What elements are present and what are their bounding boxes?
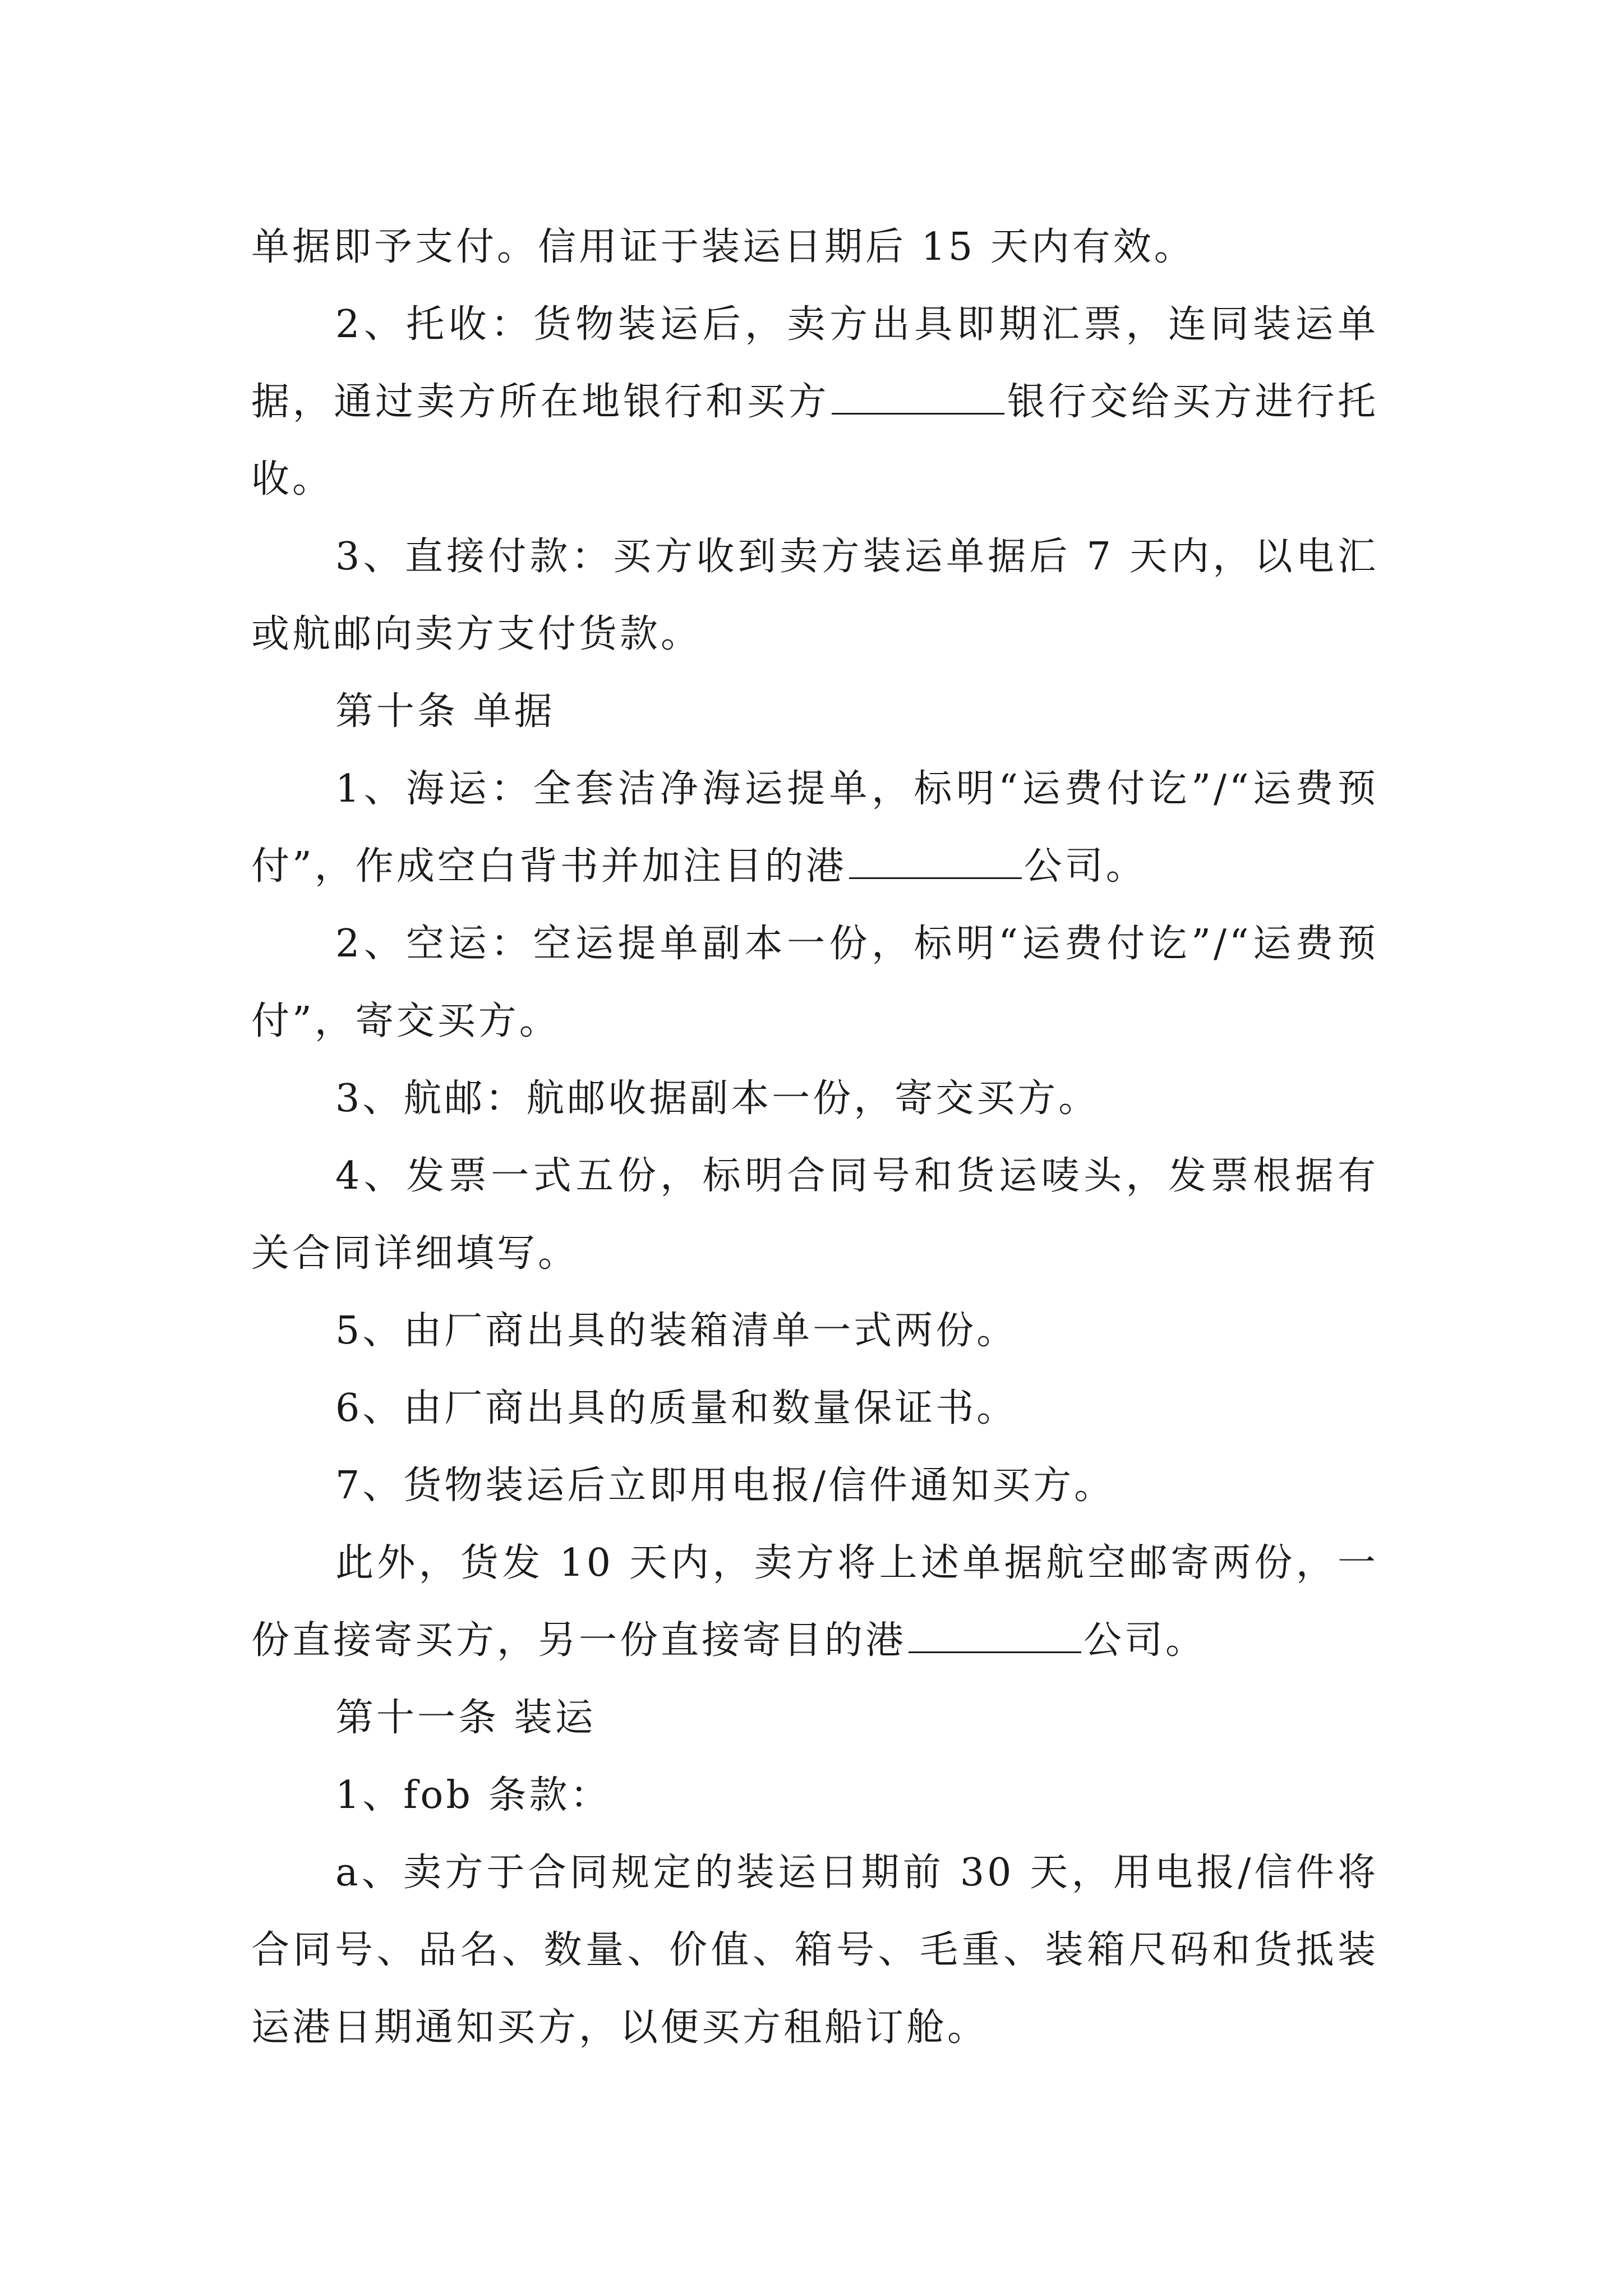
paragraph-payment-lc-validity xyxy=(251,209,1378,286)
text-segment: 7、货物装运后立即用电报/信件通知买方。 xyxy=(335,1464,1115,1508)
text-segment: 2、空运：空运提单副本一份，标明“运费付讫”/“运费预付”，寄交买方。 xyxy=(251,922,1378,1043)
text-segment: 银行交给买方进行托收。 xyxy=(251,380,1378,501)
fill-in-blank-destination-port-company[interactable] xyxy=(909,1618,1081,1653)
paragraph-shipment-notice xyxy=(251,1447,1378,1525)
text-segment: 公司。 xyxy=(1083,1618,1207,1663)
text-segment: 1、海运：全套洁净海运提单，标明“运费付讫”/“运费预付”，作成空白背书并加注目的港 xyxy=(251,767,1378,889)
text-segment: 第十条 单据 xyxy=(335,689,555,734)
text-segment: 4、发票一式五份，标明合同号和货运唛头，发票根据有关合同详细填写。 xyxy=(251,1154,1378,1276)
text-segment: a、卖方于合同规定的装运日期前 30 天，用电报/信件将合同号、品名、数量、价值、箱号、毛重、装箱尺码和货抵装运港日期通知买方，以便买方租船订舱。 xyxy=(251,1851,1378,2050)
fill-in-blank-buyer-bank[interactable] xyxy=(832,379,1004,415)
text-segment: 公司。 xyxy=(1023,844,1147,889)
text-segment: 3、直接付款：买方收到卖方装运单据后 7 天内，以电汇或航邮向卖方支付货款。 xyxy=(251,535,1378,656)
paragraph-fob-clause-a xyxy=(251,1834,1378,2067)
paragraph-invoice xyxy=(251,1138,1378,1292)
paragraph-additional-mailing xyxy=(251,1525,1378,1680)
paragraph-fob-terms xyxy=(251,1757,1378,1834)
fill-in-blank-destination-port[interactable] xyxy=(849,844,1022,879)
text-segment: 单据即予支付。信用证于装运日期后 15 天内有效。 xyxy=(251,225,1195,269)
document-body xyxy=(251,209,1378,2067)
paragraph-direct-payment xyxy=(251,518,1378,673)
text-segment: 6、由厂商出具的质量和数量保证书。 xyxy=(335,1386,1018,1430)
paragraph-collection xyxy=(251,286,1378,518)
paragraph-packing-list xyxy=(251,1292,1378,1370)
text-segment: 5、由厂商出具的装箱清单一式两份。 xyxy=(335,1309,1018,1353)
text-segment: 此外，货发 10 天内，卖方将上述单据航空邮寄两份，一份直接寄买方，另一份直接寄目的港 xyxy=(251,1541,1378,1663)
paragraph-air-waybill xyxy=(251,905,1378,1060)
paragraph-quality-certificate xyxy=(251,1370,1378,1447)
paragraph-ocean-bill xyxy=(251,751,1378,905)
text-segment: 1、fob 条款： xyxy=(335,1773,611,1818)
text-segment: 第十一条 装运 xyxy=(335,1696,596,1740)
text-segment: 2、托收：货物装运后，卖方出具即期汇票，连同装运单据，通过卖方所在地银行和买方 xyxy=(251,302,1378,424)
section-heading-shipment xyxy=(251,1680,1378,1757)
section-heading-documents xyxy=(251,673,1378,751)
paragraph-airmail-receipt xyxy=(251,1060,1378,1138)
text-segment: 3、航邮：航邮收据副本一份，寄交买方。 xyxy=(335,1076,1100,1121)
